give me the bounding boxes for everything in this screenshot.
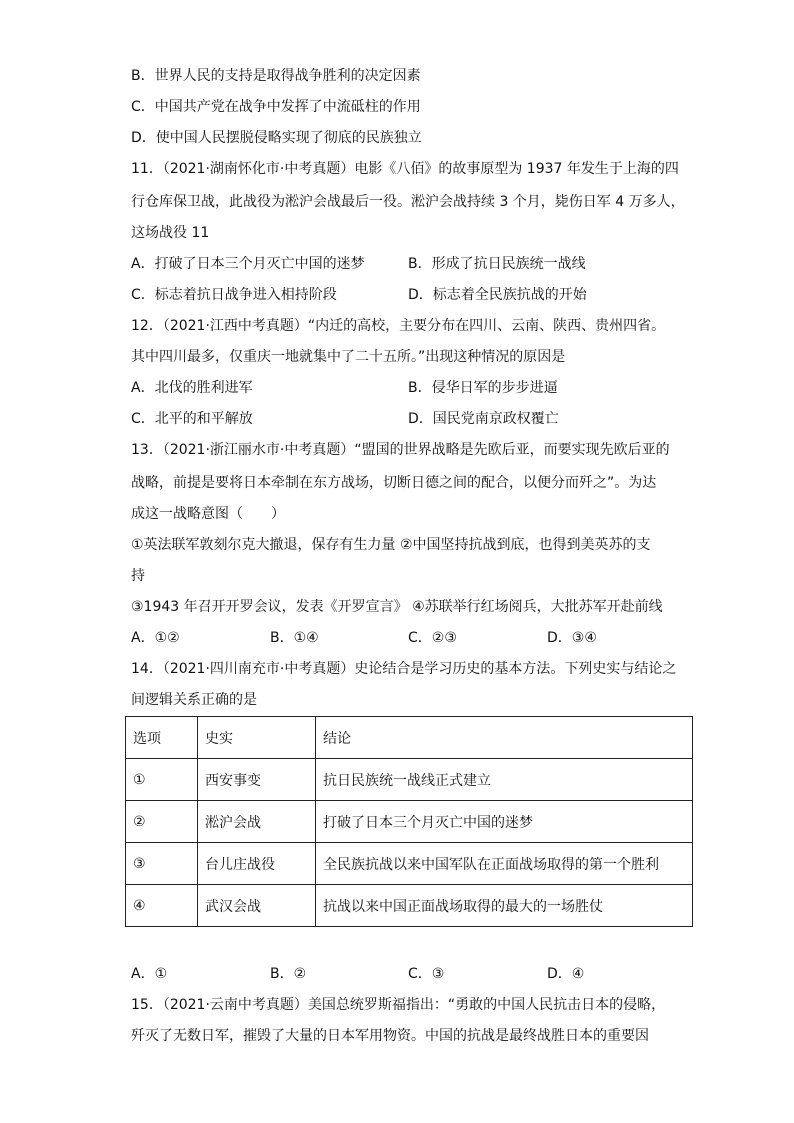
table-cell: ③ [126,843,198,885]
q14-option-b: B．② [270,966,307,982]
q12-option-b: B．侵华日军的步步进逼 [408,380,558,396]
q13-items-line1: ①英法联军敦刻尔克大撤退，保存有生力量 ②中国坚持抗战到底，也得到美英苏的支 [131,537,651,553]
table-header-cell: 选项 [126,717,198,759]
q11-stem-line3: 这场战役 11 [131,225,210,241]
table-row [126,885,693,927]
q12-option-a: A．北伐的胜利进军 [131,380,253,396]
q14-option-c: C．③ [408,966,445,982]
q15-stem-line1: 15．（2021·云南中考真题）美国总统罗斯福指出：“勇敢的中国人民抗击日本的侵略， [131,997,666,1013]
q13-items-line2: 持 [131,568,145,584]
q13-items-line3: ③1943 年召开开罗会议，发表《开罗宣言》 ④苏联举行红场阅兵，大批苏军开赴前线 [131,599,663,615]
table-cell: ① [126,759,198,801]
q10-option-b: B．世界人民的支持是取得战争胜利的决定因素 [131,68,421,84]
q11-option-b: B．形成了抗日民族统一战线 [408,256,586,272]
table-row [126,801,693,843]
q11-option-a: A．打破了日本三个月灭亡中国的迷梦 [131,256,365,272]
q13-option-c: C．②③ [408,630,457,646]
table-cell: 抗战以来中国正面战场取得的最大的一场胜仗 [316,885,693,927]
table-row [126,759,693,801]
table-header-cell: 结论 [316,717,693,759]
q11-option-d: D．标志着全民族抗战的开始 [408,287,587,303]
q13-stem-line1: 13．（2021·浙江丽水市·中考真题）“盟国的世界战略是先欧后亚，而要实现先欧后亚的 [131,442,670,458]
q10-option-c: C．中国共产党在战争中发挥了中流砥柱的作用 [131,99,421,115]
q12-option-d: D．国民党南京政权覆亡 [408,411,559,427]
q13-stem-line3: 成这一战略意图（ ） [131,506,285,522]
q14-table [125,716,693,927]
q12-option-c: C．北平的和平解放 [131,411,253,427]
table-cell: ② [126,801,198,843]
table-header-cell: 史实 [198,717,316,759]
table-cell: 武汉会战 [198,885,316,927]
table-cell: 西安事变 [198,759,316,801]
table-row [126,843,693,885]
q11-option-c: C．标志着抗日战争进入相持阶段 [131,287,337,303]
q13-option-a: A．①② [131,630,180,646]
q13-option-b: B．①④ [270,630,319,646]
q11-stem-line1: 11．（2021·湖南怀化市·中考真题）电影《八佰》的故事原型为 1937 年发生于上海的四 [131,161,679,177]
q10-option-d: D．使中国人民摆脱侵略实现了彻底的民族独立 [131,130,422,146]
table-cell: 打破了日本三个月灭亡中国的迷梦 [316,801,693,843]
q12-stem-line1: 12．（2021·江西中考真题）“内迁的高校，主要分布在四川、云南、陕西、贵州四省。 [131,318,666,334]
q11-stem-line2: 行仓库保卫战，此战役为淞沪会战最后一役。淞沪会战持续 3 个月，毙伤日军 4 万多人， [131,194,685,210]
q13-option-d: D．③④ [547,630,597,646]
q13-stem-line2: 战略，前提是要将日本牵制在东方战场，切断日德之间的配合，以便分而歼之”。为达 [131,475,657,491]
table-cell: ④ [126,885,198,927]
table-cell: 淞沪会战 [198,801,316,843]
q14-option-a: A．① [131,966,168,982]
q14-stem-line1: 14．（2021·四川南充市·中考真题）史论结合是学习历史的基本方法。下列史实与结论之 [131,661,677,677]
table-cell: 抗日民族统一战线正式建立 [316,759,693,801]
q14-stem-line2: 间逻辑关系正确的是 [131,692,257,708]
q14-option-d: D．④ [547,966,585,982]
q12-stem-line2: 其中四川最多，仅重庆一地就集中了二十五所。”出现这种情况的原因是 [131,349,566,365]
table-cell: 全民族抗战以来中国军队在正面战场取得的第一个胜利 [316,843,693,885]
q15-stem-line2: 歼灭了无数日军，摧毁了大量的日本军用物资。中国的抗战是最终战胜日本的重要因 [131,1028,649,1044]
table-cell: 台儿庄战役 [198,843,316,885]
table-header-row [126,717,693,759]
